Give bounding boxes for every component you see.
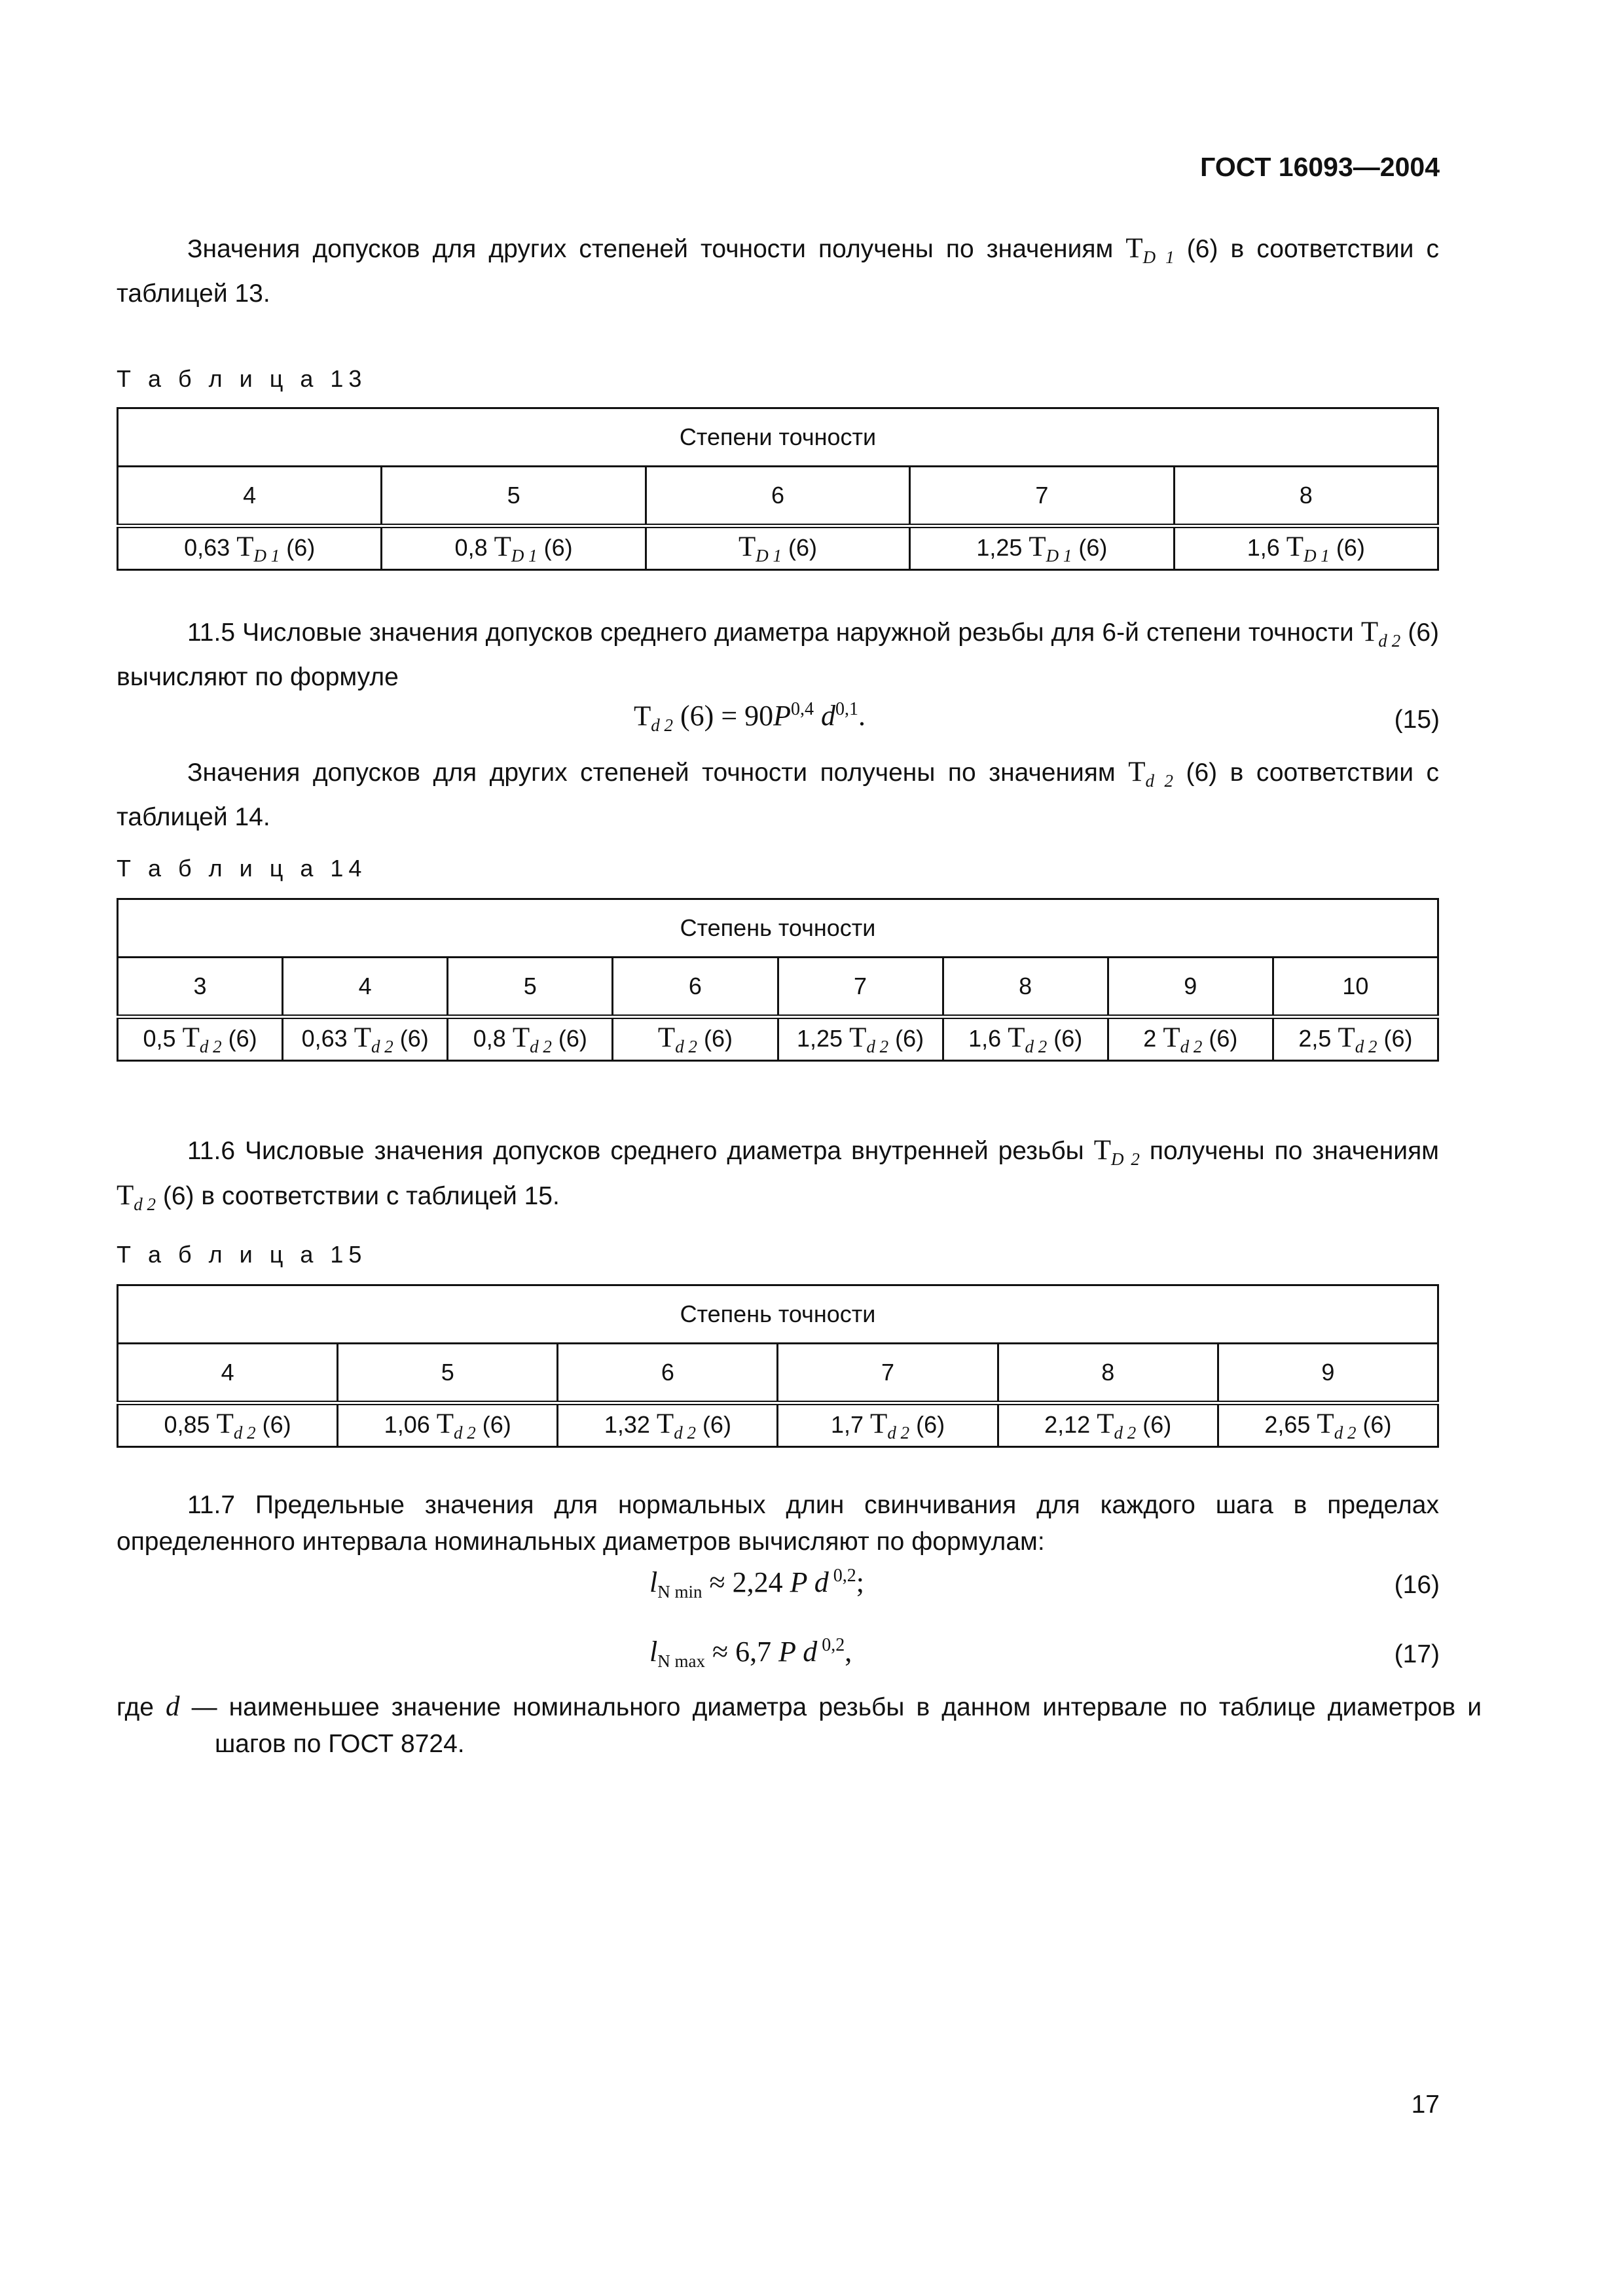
table14-column: 9 xyxy=(1108,958,1273,1017)
table14-column: 6 xyxy=(613,958,778,1017)
table14-column: 7 xyxy=(778,958,943,1017)
formula-16-number: (16) xyxy=(1394,1571,1440,1599)
table15-cell: 0,85 $T_{d 2}$ (6) xyxy=(118,1403,338,1447)
formula-17: $l_{N max} \approx 6,7$ P d $^{0,2}$, xyxy=(649,1635,852,1671)
document-header: ГОСТ 16093—2004 xyxy=(1200,152,1440,182)
table14-cell: 2,5 $T_{d 2}$ (6) xyxy=(1273,1017,1438,1061)
table14-cell: 1,6 $T_{d 2}$ (6) xyxy=(943,1017,1108,1061)
table13-column: 6 xyxy=(646,467,909,526)
table14-cell: 0,5 $T_{d 2}$ (6) xyxy=(118,1017,283,1061)
table14-cell: 2 $T_{d 2}$ (6) xyxy=(1108,1017,1273,1061)
table13-header: Степени точности xyxy=(118,408,1438,467)
table14-column: 10 xyxy=(1273,958,1438,1017)
table15-cell: 1,06 $T_{d 2}$ (6) xyxy=(338,1403,558,1447)
table14-cell: $T_{d 2}$ (6) xyxy=(613,1017,778,1061)
table14-caption: Т а б л и ц а 14 xyxy=(117,855,367,882)
table14-column: 3 xyxy=(118,958,283,1017)
table15-column: 9 xyxy=(1218,1344,1438,1403)
table14-column: 4 xyxy=(283,958,448,1017)
table13-cell: 0,8 $T_{D 1}$ (6) xyxy=(382,526,646,570)
table15-cell: 1,7 $T_{d 2}$ (6) xyxy=(778,1403,998,1447)
table15-cell: 1,32 $T_{d 2}$ (6) xyxy=(558,1403,778,1447)
page-number: 17 xyxy=(1411,2090,1440,2119)
table13-cell: 1,25 $T_{D 1}$ (6) xyxy=(910,526,1174,570)
table14-cell: 0,63 $T_{d 2}$ (6) xyxy=(283,1017,448,1061)
table13-column: 4 xyxy=(118,467,382,526)
table14-header: Степень точности xyxy=(118,899,1438,958)
table13-cell: $T_{D 1}$ (6) xyxy=(646,526,909,570)
formula-16: $l_{N min} \approx 2,24$ P d $^{0,2}$; xyxy=(649,1566,864,1602)
table14-cell: 0,8 $T_{d 2}$ (6) xyxy=(448,1017,613,1061)
formula-15-number: (15) xyxy=(1394,706,1440,734)
formula-15: $T_{d 2}$ $(6) = 90P^{0,4}$ $d^{0,1}$. xyxy=(634,699,866,735)
table15 xyxy=(117,1284,1439,1448)
paragraph-11-7: 11.7 Предельные значения для нормальных длин свинчивания для каждого шага в пределах определенного интервала номинальных диаметров вычисляют по формулам: xyxy=(117,1491,1439,1556)
table13-column: 7 xyxy=(910,467,1174,526)
table15-column: 8 xyxy=(998,1344,1218,1403)
table15-caption: Т а б л и ц а 15 xyxy=(117,1241,367,1268)
table14-column: 5 xyxy=(448,958,613,1017)
paragraph-table14-intro: Значения допусков для других степеней точности получены по значениям $T_{d 2}$ (6) в соответствии с таблицей 14. xyxy=(117,757,1440,831)
table13-column: 5 xyxy=(382,467,646,526)
table13-cell: 1,6 $T_{D 1}$ (6) xyxy=(1174,526,1438,570)
table14-cell: 1,25 $T_{d 2}$ (6) xyxy=(778,1017,943,1061)
table15-cell: 2,65 $T_{d 2}$ (6) xyxy=(1218,1403,1438,1447)
table15-column: 4 xyxy=(118,1344,338,1403)
paragraph-11-5: 11.5 Числовые значения допусков среднего диаметра наружной резьбы для 6-й степени точности $T_{d 2}$ (6) вычисляют по формуле xyxy=(117,617,1439,691)
table13-column: 8 xyxy=(1174,467,1438,526)
table13 xyxy=(117,407,1439,571)
table15-header: Степень точности xyxy=(118,1285,1438,1344)
table15-cell: 2,12 $T_{d 2}$ (6) xyxy=(998,1403,1218,1447)
where-clause: где d — наименьшее значение номинального диаметра резьбы в данном интервале по таблице диаметров и шагов по ГОСТ 8724. xyxy=(117,1691,1482,1758)
paragraph-table13-intro: Значения допусков для других степеней точности получены по значениям $T_{D 1}$ (6) в соответствии с таблицей 13. xyxy=(117,233,1440,308)
table14-column: 8 xyxy=(943,958,1108,1017)
paragraph-11-6: 11.6 Числовые значения допусков среднего диаметра внутренней резьбы $T_{D 2}$ получены по значениям $T_{d 2}$ (6) в соответствии с таблицей 15. xyxy=(117,1135,1439,1214)
table13-caption: Т а б л и ц а 13 xyxy=(117,365,367,392)
table15-column: 7 xyxy=(778,1344,998,1403)
table15-column: 6 xyxy=(558,1344,778,1403)
formula-17-number: (17) xyxy=(1394,1640,1440,1668)
table15-column: 5 xyxy=(338,1344,558,1403)
table13-cell: 0,63 $T_{D 1}$ (6) xyxy=(118,526,382,570)
table14 xyxy=(117,898,1439,1062)
